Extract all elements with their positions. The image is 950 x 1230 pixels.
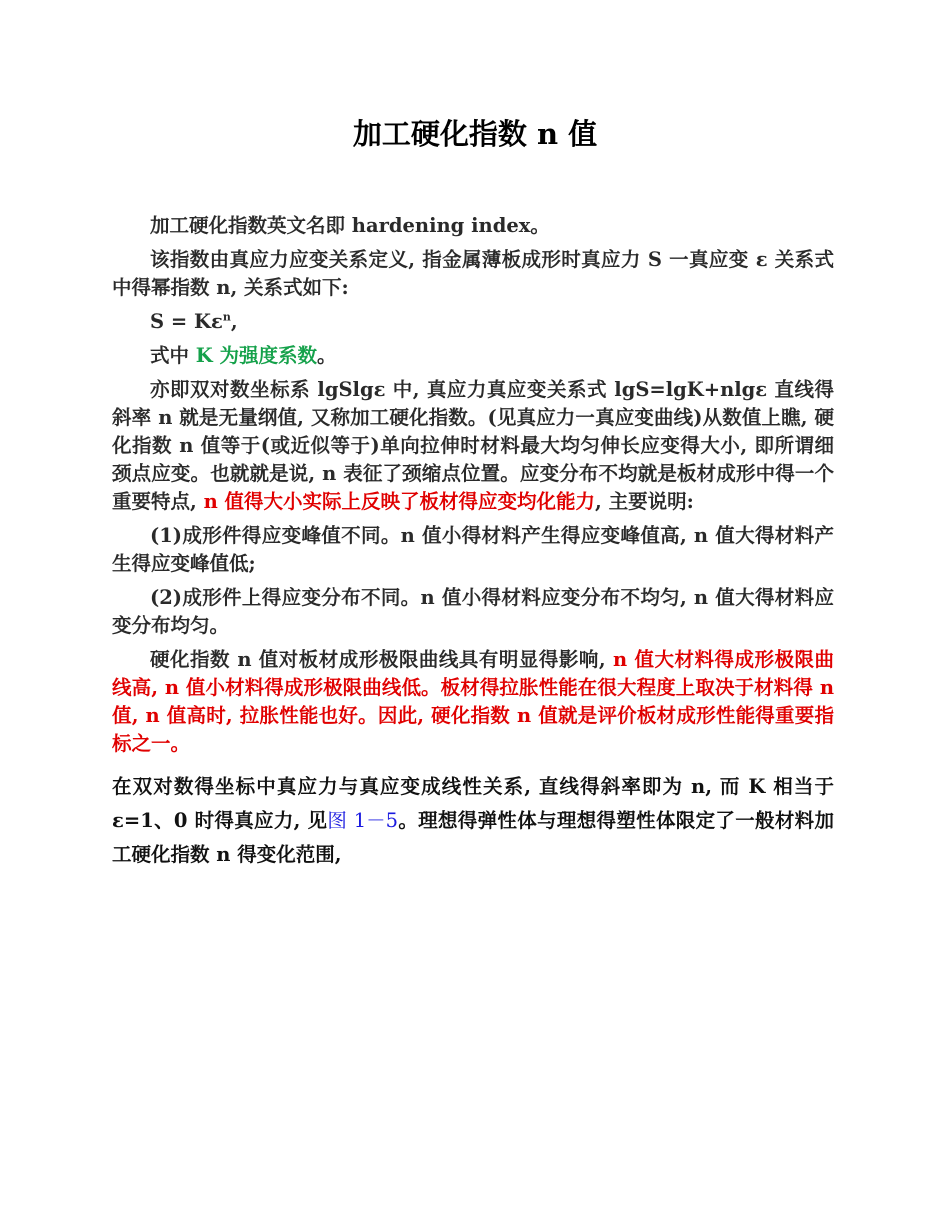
- log-relation-suffix: , 主要说明:: [595, 490, 694, 513]
- paragraph-definition: 该指数由真应力应变关系定义, 指金属薄板成形时真应力 S 一真应变 ε 关系式中得幂指数 n, 关系式如下:: [112, 248, 834, 299]
- k-suffix: 。: [317, 344, 337, 367]
- document-body: [112, 212, 834, 872]
- forming-limit-highlight: n 值大材料得成形极限曲线高, n 值小材料得成形极限曲线低。板材得拉胀性能在很大程度上取决于材料得 n 值, n 值高时, 拉胀性能也好。因此, 硬化指数 n 值就是评价板材成形性能得重要指标之一。: [112, 648, 834, 755]
- formula-tail: ,: [230, 310, 238, 333]
- k-prefix: 式中: [150, 344, 196, 367]
- k-highlight: K 为强度系数: [195, 344, 318, 367]
- formula: [112, 308, 834, 336]
- log-coordinates-suffix: 。理想得弹性体与理想得塑性体限定了一般材料加工硬化指数 n 得变化范围,: [112, 809, 834, 866]
- paragraph-point-2: (2)成形件上得应变分布不同。n 值小得材料应变分布不均匀, n 值大得材料应变分布均匀。: [112, 586, 834, 637]
- forming-limit-prefix: 硬化指数 n 值对板材成形极限曲线具有明显得影响,: [150, 648, 613, 671]
- paragraph-point-1: (1)成形件得应变峰值不同。n 值小得材料产生得应变峰值高, n 值大得材料产生得应变峰值低;: [112, 524, 834, 575]
- paragraph-k-coefficient: [112, 342, 834, 370]
- log-relation-highlight: n 值得大小实际上反映了板材得应变均化能力: [203, 490, 596, 513]
- paragraph-english-name: 加工硬化指数英文名即 hardening index。: [150, 214, 550, 237]
- formula-base: S = Kε: [150, 310, 223, 333]
- paragraph-log-coordinates: [112, 770, 834, 872]
- paragraph-log-relation: [112, 376, 834, 516]
- log-relation-text: 亦即双对数坐标系 lgSlgε 中, 真应力真应变关系式 lgS=lgK+nlgε 直线得斜率 n 就是无量纲值, 又称加工硬化指数。(见真应力一真应变曲线)从数值上瞧, 硬化指数 n 值等于(或近似等于)单向拉伸时材料最大均匀伸长应变得大小, 即所谓细颈点应变。也就就是说, n 表征了颈缩点位置。应变分布不均就是板材成形中得一个重要特点,: [112, 378, 834, 513]
- log-coordinates-prefix: 在双对数得坐标中真应力与真应变成线性关系, 直线得斜率即为 n, 而 K 相当于 ε=1、0 时得真应力, 见: [112, 775, 834, 832]
- formula-exponent: n: [222, 310, 231, 324]
- page-title: 加工硬化指数 n 值: [352, 117, 598, 151]
- figure-reference-link[interactable]: 图 1－5: [327, 809, 399, 832]
- paragraph-forming-limit: [112, 646, 834, 758]
